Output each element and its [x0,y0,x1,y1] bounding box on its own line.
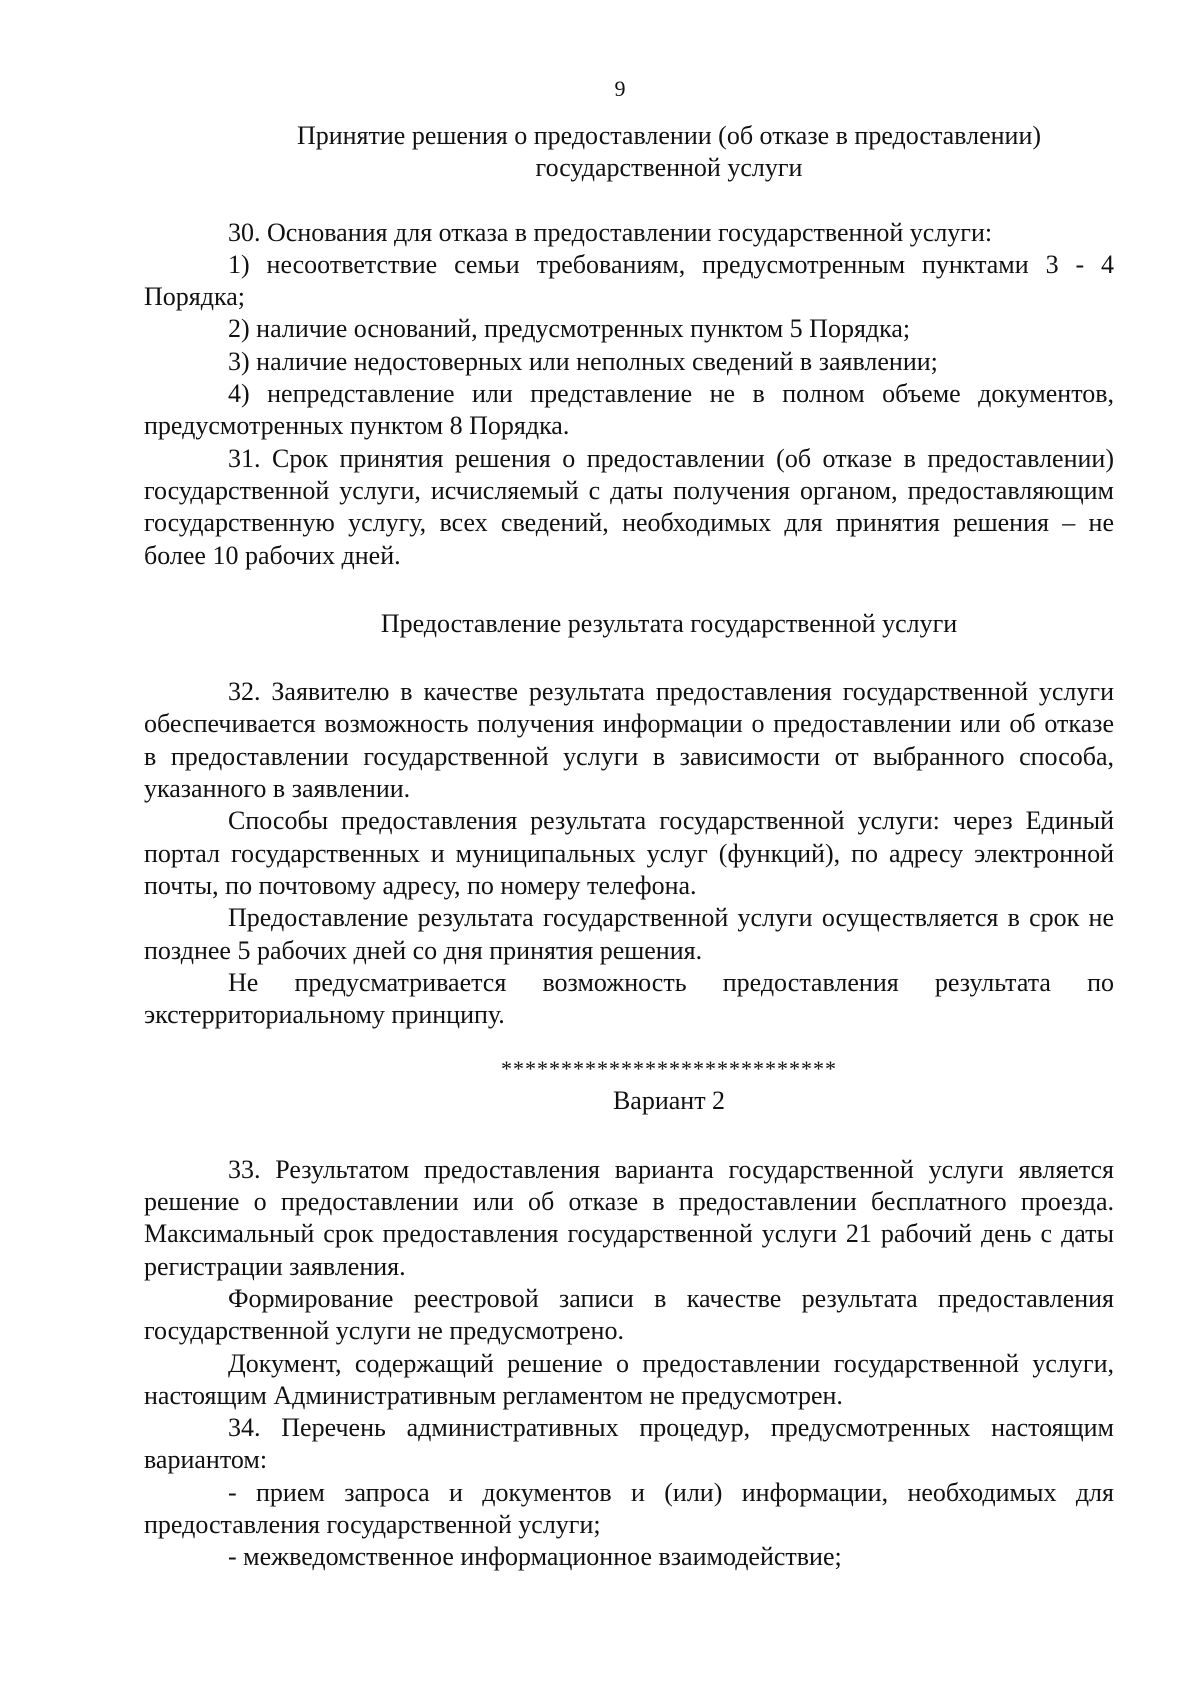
document-body [144,120,1114,1574]
paragraph-33: 33. Результатом предоставления варианта государственной услуги является решение о предоставлении или об отказе в предоставлении бесплатного проезда. Максимальный срок предоставления государственной услуги 21 рабочий день с даты регистрации заявления. [144,1154,1114,1281]
paragraph-30: 30. Основания для отказа в предоставлении государственной услуги: [228,217,993,247]
paragraph-32: 32. Заявителю в качестве результата предоставления государственной услуги обеспечивается возможность получения информации о предоставлении или об отказе в предоставлении государственной услуги в зависимости от выбранного способа, указанного в заявлении. [144,677,1114,804]
paragraph-34-item-1: - прием запроса и документов и (или) информации, необходимых для предоставления государственной услуги; [144,1477,1114,1539]
paragraph-30-item-2: 2) наличие оснований, предусмотренных пунктом 5 Порядка; [228,314,911,344]
section-heading-decision [144,120,1114,185]
paragraph-32-term: Предоставление результата государственной услуги осуществляется в срок не позднее 5 рабочих дней со дня принятия решения. [144,903,1114,965]
paragraph-34: 34. Перечень административных процедур, предусмотренных настоящим вариантом: [144,1413,1114,1475]
paragraph-31: 31. Срок принятия решения о предоставлении (об отказе в предоставлении) государственной услуги, исчисляемый с даты получения органом, предоставляющим государственную услугу, всех сведений, необходимых для принятия решения – не более 10 рабочих дней. [144,443,1114,570]
paragraph-30-item-1: 1) несоответствие семьи требованиям, предусмотренным пунктами 3 - 4 Порядка; [144,249,1114,312]
paragraph-30-item-3: 3) наличие недостоверных или неполных сведений в заявлении; [228,346,938,376]
paragraph-30-item-4: 4) непредставление или представление не в полном объеме документов, предусмотренных пунктом 8 Порядка. [144,379,1114,441]
paragraph-33-registry: Формирование реестровой записи в качестве результата предоставления государственной услуги не предусмотрено. [144,1283,1114,1346]
section-heading-decision-line2: государственной услуги [535,153,803,183]
paragraph-32-extraterritorial: Не предусматривается возможность предоставления результата по экстерриториальному принципу. [144,967,1114,1030]
section-divider-stars: **************************** [501,1056,837,1082]
paragraph-33-document: Документ, содержащий решение о предоставлении государственной услуги, настоящим Административным регламентом не предусмотрен. [144,1348,1114,1410]
paragraph-32-methods: Способы предоставления результата государственной услуги: через Единый портал государственных и муниципальных услуг (функций), по адресу электронной почты, по почтовому адресу, по номеру телефона. [144,806,1114,900]
section-heading-decision-line1: Принятие решения о предоставлении (об отказе в предоставлении) [296,121,1042,150]
section-heading-variant-2: Вариант 2 [612,1086,726,1116]
section-heading-result: Предоставление результата государственной услуги [380,608,958,638]
page-number: 9 [614,76,626,101]
paragraph-34-item-2: - межведомственное информационное взаимодействие; [228,1542,842,1572]
